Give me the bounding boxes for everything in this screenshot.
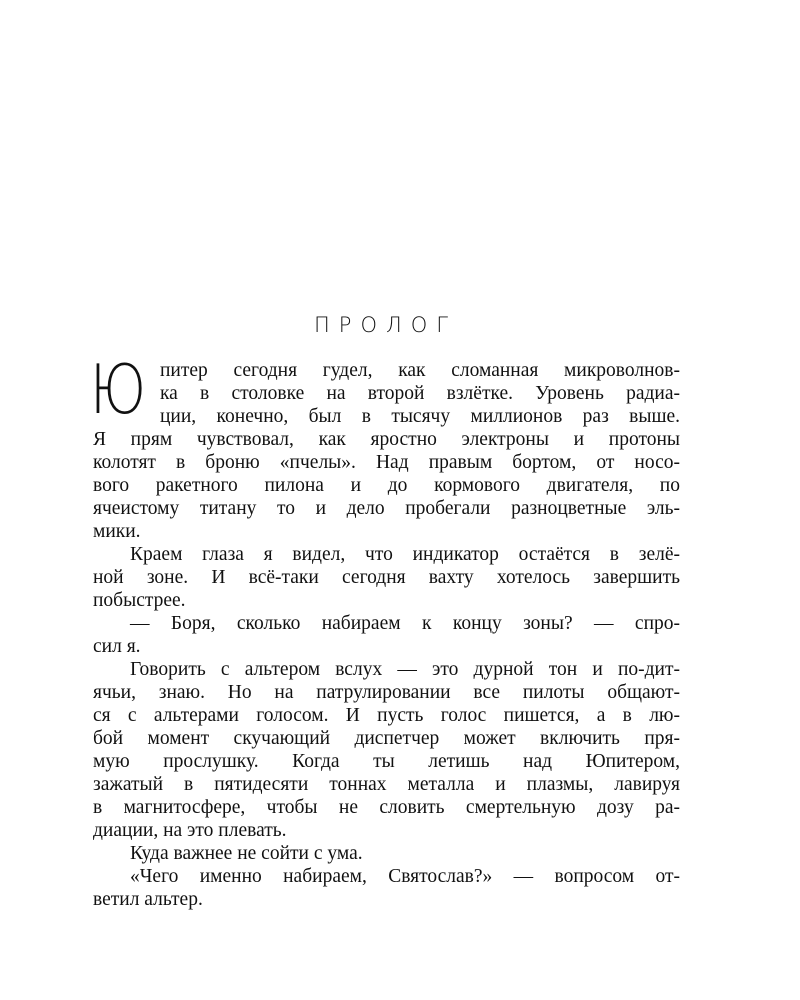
text-line: ветил альтер. — [93, 889, 203, 910]
text-line: питер сегодня гудел, как сломанная микроволнов- — [160, 360, 680, 381]
text-line: Говорить с альтером вслух — это дурной тон и по-дит- — [130, 659, 680, 680]
text-line: ячеистому титану то и дело пробегали разноцветные эль- — [93, 498, 680, 519]
text-line: Краем глаза я видел, что индикатор остаётся в зелё- — [130, 544, 680, 565]
text-line: «Чего именно набираем, Святослав?» — вопросом от- — [130, 866, 680, 887]
chapter-title: ПРОЛОГ — [313, 313, 457, 337]
text-line: в магнитосфере, чтобы не словить смертельную дозу ра- — [93, 797, 680, 818]
text-line: ции, конечно, был в тысячу миллионов раз выше. — [160, 406, 680, 427]
text-line: ячьи, знаю. Но на патрулировании все пилоты общают- — [93, 682, 680, 703]
text-line: ка в столовке на второй взлётке. Уровень радиа- — [160, 383, 680, 404]
text-line: вого ракетного пилона и до кормового двигателя, по — [93, 475, 680, 496]
text-line: Куда важнее не сойти с ума. — [130, 843, 363, 864]
text-line: сил я. — [93, 636, 141, 657]
text-line: бой момент скучающий диспетчер может включить пря- — [93, 728, 680, 749]
text-line: колотят в броню «пчелы». Над правым бортом, от носо- — [93, 452, 680, 473]
text-line: зажатый в пятидесяти тоннах металла и плазмы, лавируя — [93, 774, 680, 795]
text-line: побыстрее. — [93, 590, 186, 611]
text-line: Я прям чувствовал, как яростно электроны и протоны — [93, 429, 680, 450]
text-line: мики. — [93, 521, 141, 542]
text-line: ся с альтерами голосом. И пусть голос пишется, а в лю- — [93, 705, 680, 726]
text-line: — Боря, сколько набираем к концу зоны? — спро- — [130, 613, 680, 634]
text-line: ной зоне. И всё-таки сегодня вахту хотелось завершить — [93, 567, 680, 588]
text-line: диации, на это плевать. — [93, 820, 287, 841]
drop-cap: Ю — [90, 351, 147, 430]
text-line: мую прослушку. Когда ты летишь над Юпитером, — [93, 751, 680, 772]
